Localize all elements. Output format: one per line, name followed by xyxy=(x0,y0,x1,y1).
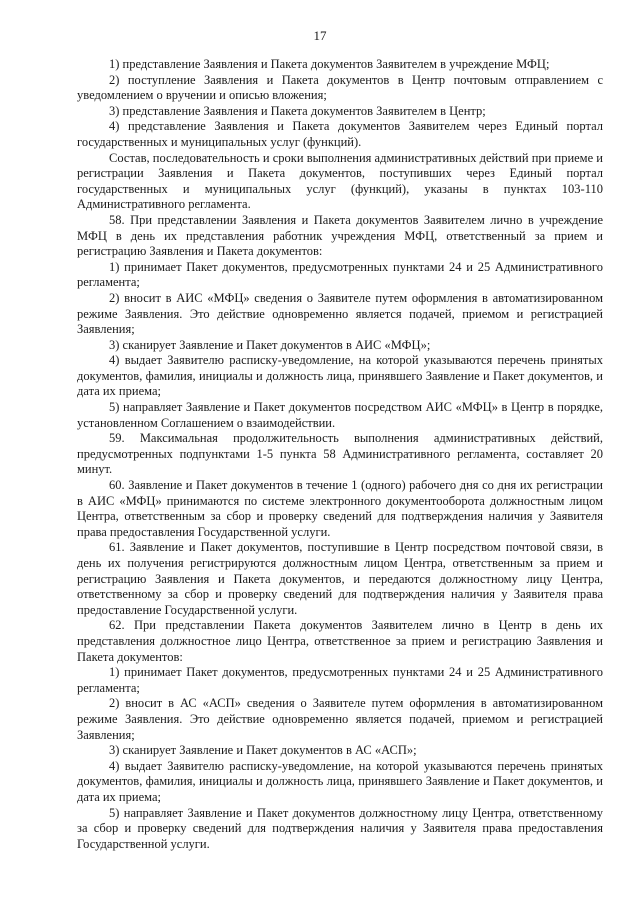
paragraph: 4) выдает Заявителю расписку-уведомление, на которой указываются перечень принятых документов, фамилия, инициалы и должность лица, принявшего Заявление и Пакет документов, и дата их приема; xyxy=(77,353,603,399)
paragraph: 58. При представлении Заявления и Пакета документов Заявителем лично в учреждение МФЦ в день их представления работник учреждения МФЦ, ответственный за прием и регистрацию Заявления и Пакета документов: xyxy=(77,212,603,259)
paragraph: 3) представление Заявления и Пакета документов Заявителем в Центр; xyxy=(109,103,486,118)
paragraph: 61. Заявление и Пакет документов, поступившие в Центр посредством почтовой связи, в день их получения регистрируются должностным лицом Центра, ответственным за прием и регистрацию Заявления и Пакета документов, и передаются должностному лицу Центра, ответственному за сбор и проверку сведений для подтверждения наличия у Заявителя права предоставление Государственной услуги. xyxy=(77,540,603,617)
paragraph: 1) принимает Пакет документов, предусмотренных пунктами 24 и 25 Административного регламента; xyxy=(77,259,603,290)
paragraph: 62. При представлении Пакета документов Заявителем лично в Центр в день их представления должностное лицо Центра, ответственное за прием и регистрацию Заявления и Пакета документов: xyxy=(77,618,603,664)
paragraph: 4) представление Заявления и Пакета документов Заявителем через Единый портал государственных и муниципальных услуг (функций). xyxy=(77,119,603,149)
paragraph: 2) вносит в АИС «МФЦ» сведения о Заявителе путем оформления в автоматизированном режиме Заявления. Это действие одновременно является подачей, приемом и регистрацией Заявления; xyxy=(77,290,603,337)
paragraph: 3) сканирует Заявление и Пакет документов в АИС «МФЦ»; xyxy=(109,337,431,352)
paragraph: 1) представление Заявления и Пакета документов Заявителем в учреждение МФЦ; xyxy=(109,57,550,71)
paragraph: 5) направляет Заявление и Пакет документов посредством АИС «МФЦ» в Центр в порядке, установленном Соглашением о взаимодействии. xyxy=(77,400,603,430)
paragraph: Состав, последовательность и сроки выполнения административных действий при приеме и регистрации Заявления и Пакета документов, поступивших через Единый портал государственных и муниципальных услуг (функций), указаны в пунктах 103-110 Административного регламента. xyxy=(77,150,603,212)
paragraph: 3) сканирует Заявление и Пакет документов в АС «АСП»; xyxy=(109,743,417,758)
page-number: 17 xyxy=(313,28,327,43)
paragraph: 2) поступление Заявления и Пакета документов в Центр почтовым отправлением с уведомлением о вручении и описью вложения; xyxy=(77,72,603,103)
paragraph: 5) направляет Заявление и Пакет документов должностному лицу Центра, ответственному за сбор и проверку сведений для подтверждения наличия у Заявителя права предоставления Государственной услуги. xyxy=(77,805,603,851)
paragraph: 2) вносит в АС «АСП» сведения о Заявителе путем оформления в автоматизированном режиме Заявления. Это действие одновременно является подачей, приемом и регистрацией Заявления; xyxy=(77,696,603,742)
document-body xyxy=(77,57,603,852)
paragraph: 59. Максимальная продолжительность выполнения административных действий, предусмотренных подпунктами 1-5 пункта 58 Административного регламента, составляет 20 минут. xyxy=(77,431,603,477)
paragraph: 60. Заявление и Пакет документов в течение 1 (одного) рабочего дня со дня их регистрации в АИС «МФЦ» принимаются по системе электронного документооборота должностным лицом Центра, ответственным за сбор и проверку сведений для подтверждения наличия у Заявителя права предоставления Государственной услуги. xyxy=(77,478,603,539)
paragraph: 1) принимает Пакет документов, предусмотренных пунктами 24 и 25 Административного регламента; xyxy=(77,665,603,695)
paragraph: 4) выдает Заявителю расписку-уведомление, на которой указываются перечень принятых документов, фамилия, инициалы и должность лица, принявшего Заявление и Пакет документов, и дата их приема; xyxy=(77,758,603,804)
